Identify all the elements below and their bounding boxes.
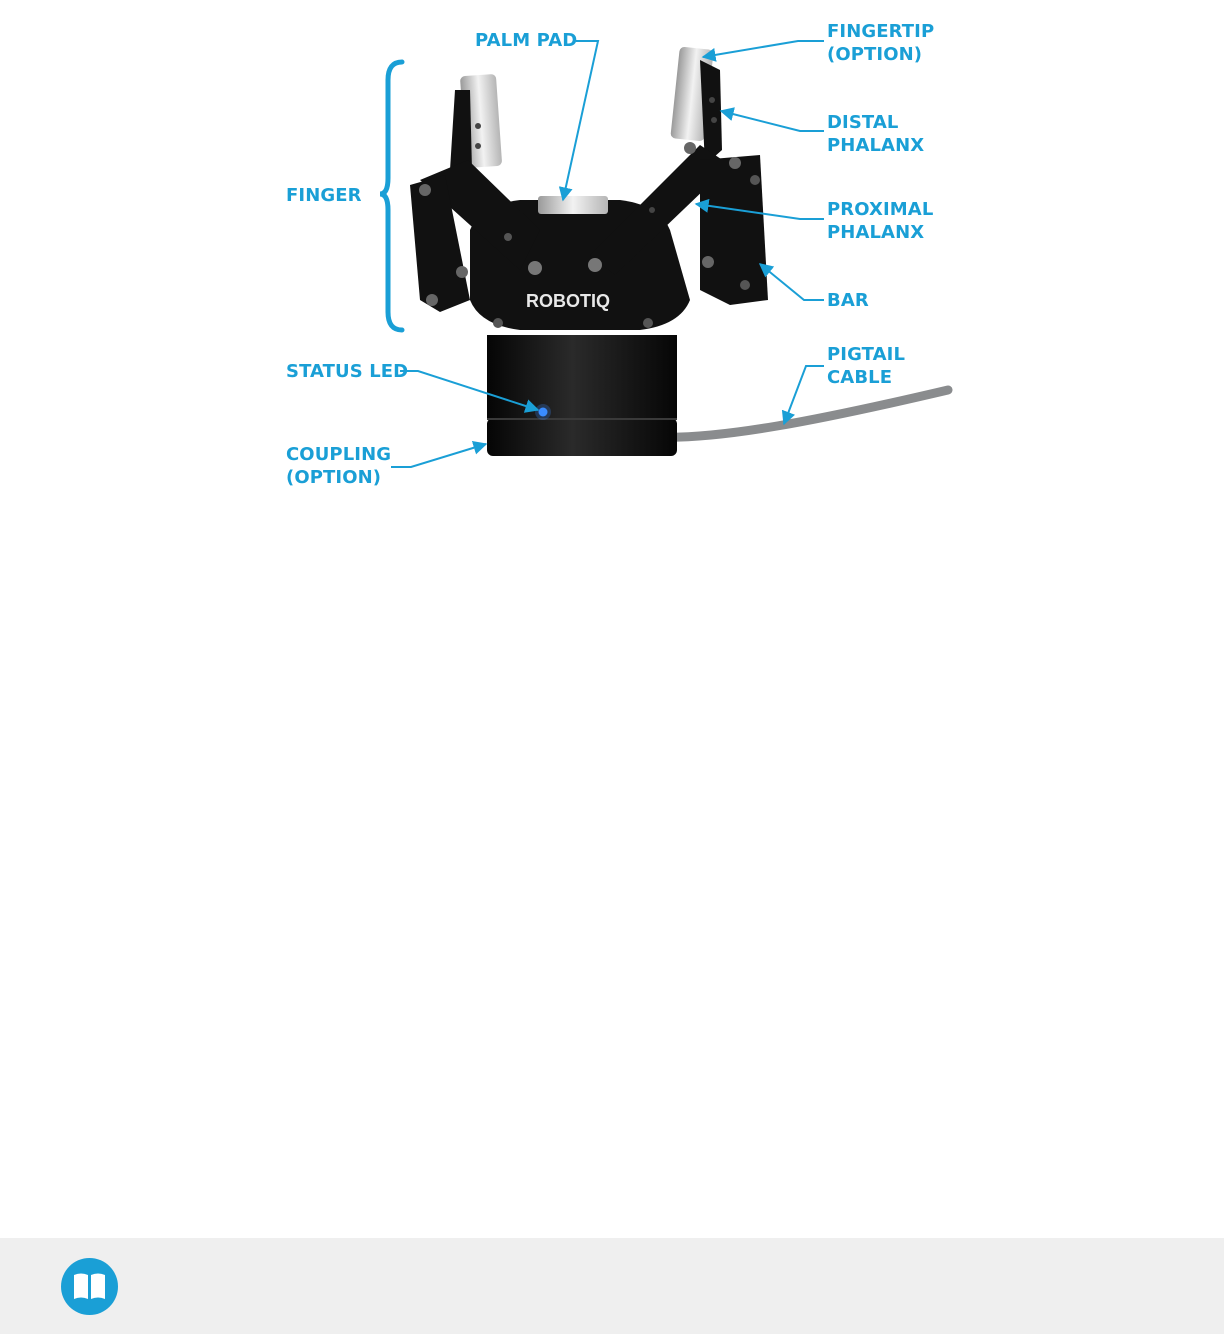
label-coupling: COUPLING (OPTION) — [286, 444, 392, 488]
label-distal-phalanx: DISTAL PHALANX — [827, 112, 925, 156]
footer-bar — [0, 1238, 1224, 1334]
label-proximal-phalanx: PROXIMAL PHALANX — [827, 199, 934, 243]
brand-logo: ROBOTIQ — [526, 291, 610, 311]
label-finger: FINGER — [286, 185, 362, 206]
book-icon[interactable] — [61, 1258, 118, 1315]
pigtail-cable — [655, 390, 948, 437]
gripper-diagram — [0, 0, 1224, 520]
label-bar: BAR — [827, 290, 869, 311]
finger-brace — [380, 62, 402, 330]
palm-pad — [538, 196, 608, 214]
label-pigtail-cable: PIGTAIL CABLE — [827, 344, 906, 388]
label-palm-pad: PALM PAD — [475, 30, 578, 51]
gripper-base — [487, 335, 677, 456]
label-status-led: STATUS LED — [286, 361, 409, 382]
label-fingertip: FINGERTIP (OPTION) — [827, 21, 935, 65]
